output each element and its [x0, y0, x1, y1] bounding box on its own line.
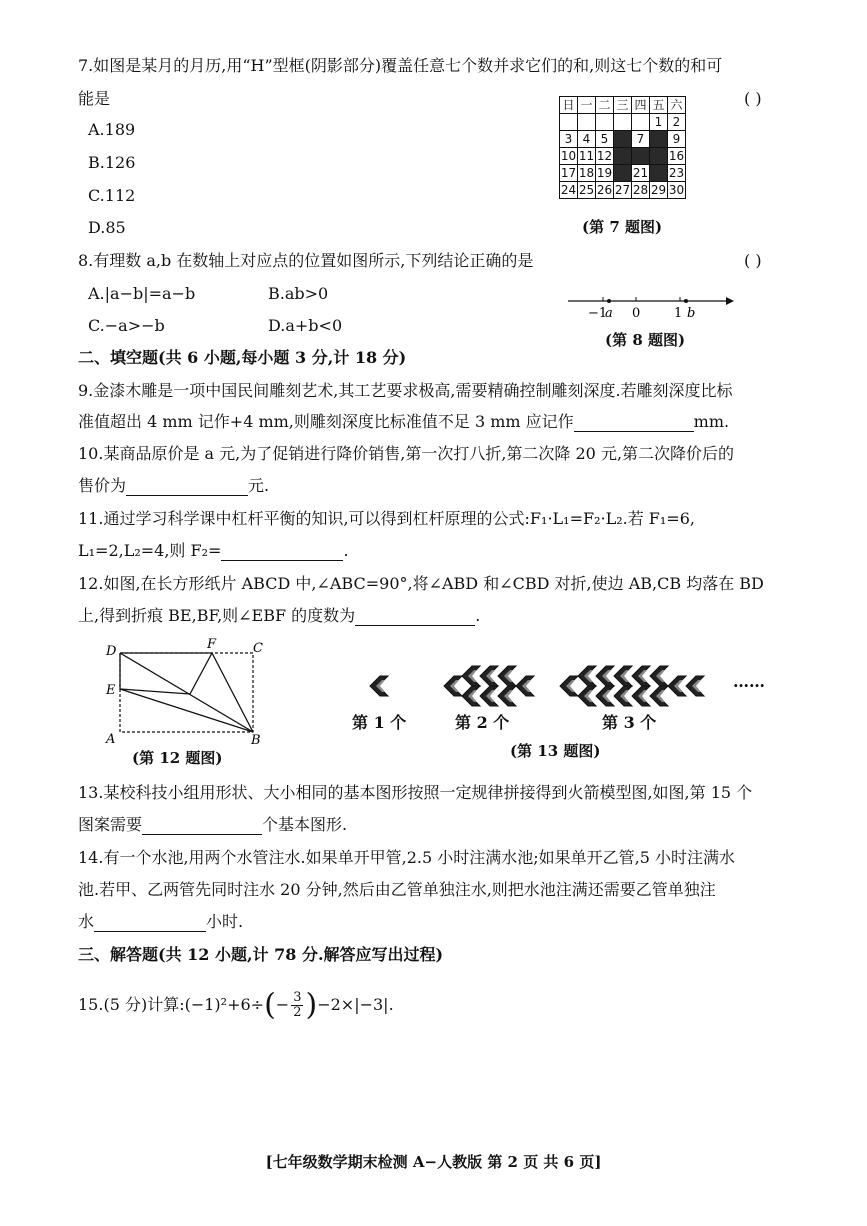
- q12-line2-text: 上,得到折痕 BE,BF,则∠EBF 的度数为: [78, 606, 356, 625]
- calendar-cell: 7: [632, 131, 650, 148]
- calendar-cell: 3: [560, 131, 578, 148]
- label-1: 1: [674, 306, 683, 320]
- q13-end: 个基本图形.: [262, 815, 348, 834]
- q12-line2: [78, 606, 480, 626]
- calendar-cell: 21: [632, 166, 649, 180]
- q15-expression: [78, 988, 394, 1022]
- calendar-week-row: [560, 131, 686, 148]
- calendar-week-row: [560, 165, 686, 182]
- q15-numerator: 3: [293, 990, 302, 1005]
- q7-option-b: B.126: [88, 153, 136, 172]
- q7-answer-paren: ( ): [744, 89, 762, 108]
- q8-option-c: C.−a>−b: [88, 316, 165, 335]
- q8-option-d: D.a+b<0: [268, 316, 343, 335]
- q8-option-a: A.|a−b|=a−b: [88, 284, 196, 303]
- q12-figure-caption: (第 12 题图): [132, 749, 223, 767]
- fold-be: [120, 689, 253, 732]
- calendar-cell: 4: [578, 131, 596, 148]
- q12-line1: 12.如图,在长方形纸片 ABCD 中,∠ABC=90°,将∠ABD 和∠CBD 对折,使边 AB,CB 均落在 BD: [78, 574, 764, 593]
- calendar-shaded-cell: [650, 165, 668, 182]
- q7-stem-line1: 7.如图是某月的月历,用“H”型框(阴影部分)覆盖任意七个数并求它们的和,则这七个数的和可: [78, 56, 723, 75]
- calendar-cell: 9: [668, 131, 686, 148]
- calendar-cell: [560, 114, 578, 131]
- q13-ellipsis: ……: [733, 672, 765, 691]
- point-label-c: C: [253, 641, 263, 656]
- q11-line1: 11.通过学习科学课中杠杆平衡的知识,可以得到杠杆原理的公式:F₁·L₁=F₂·L₂.若 F₁=6,: [78, 509, 695, 528]
- calendar-cell: 19: [596, 166, 613, 180]
- number-line-arrow: [726, 297, 734, 305]
- q7-figure-caption: (第 7 题图): [582, 218, 663, 236]
- q7-option-a: A.189: [88, 120, 136, 139]
- q13-line2: [78, 815, 347, 835]
- calendar-header: 日: [560, 97, 578, 114]
- calendar-week-row: [560, 114, 686, 131]
- calendar-cell: 16: [668, 149, 685, 163]
- q13-line2-text: 图案需要: [78, 815, 143, 834]
- q12-answer-blank[interactable]: [355, 609, 475, 626]
- q13-label-1: 第 1 个: [352, 713, 407, 732]
- rocket-pattern-1: [370, 676, 388, 696]
- point-a: [607, 299, 611, 303]
- q15-fraction: [291, 991, 303, 1020]
- q8-stem: 8.有理数 a,b 在数轴上对应点的位置如图所示,下列结论正确的是: [78, 251, 534, 270]
- calendar-header-row: [560, 97, 686, 114]
- folded-edge-e: [120, 689, 190, 694]
- calendar-shaded-cell: [614, 165, 632, 182]
- calendar-cell: 11: [578, 149, 595, 163]
- q15-denominator: 2: [293, 1005, 302, 1020]
- section3-heading: 三、解答题(共 12 小题,计 78 分.解答应写出过程): [78, 945, 444, 964]
- label-neg1: −1: [588, 306, 608, 320]
- point-label-a: A: [106, 732, 116, 747]
- calendar-cell: 29: [650, 183, 667, 197]
- calendar-cell: 30: [668, 183, 685, 197]
- calendar-header: 二: [596, 97, 614, 114]
- q11-answer-blank[interactable]: [221, 544, 343, 561]
- q9-answer-blank[interactable]: [574, 415, 694, 432]
- calendar-cell: 18: [578, 166, 595, 180]
- calendar-header: 三: [614, 97, 632, 114]
- q14-line2: 池.若甲、乙两管先同时注水 20 分钟,然后由乙管单独注水,则把水池注满还需要乙管单独注: [78, 880, 716, 899]
- q15-open-paren: (: [264, 987, 276, 1023]
- q14-line3: [78, 912, 243, 932]
- calendar-week-row: [560, 148, 686, 165]
- number-line-figure: [560, 290, 740, 320]
- q7-option-d: D.85: [88, 218, 126, 237]
- calendar-cell: 28: [632, 183, 649, 197]
- q7-stem-line2: 能是: [78, 89, 111, 108]
- q14-end: 小时.: [206, 912, 244, 931]
- q10-answer-blank[interactable]: [126, 479, 248, 496]
- calendar-cell: [614, 114, 632, 131]
- point-b: [684, 299, 688, 303]
- calendar-shaded-cell: [614, 131, 632, 148]
- calendar-cell: [578, 114, 596, 131]
- q10-line1: 10.某商品原价是 a 元,为了促销进行降价销售,第一次打八折,第二次降 20 元,第二次降价后的: [78, 444, 735, 463]
- q15-suffix: −2×|−3|.: [317, 995, 394, 1014]
- q10-line2-text: 售价为: [78, 476, 127, 495]
- calendar-figure: [559, 96, 686, 199]
- q7-option-c: C.112: [88, 186, 136, 205]
- calendar-cell: 26: [596, 183, 613, 197]
- calendar-week-row: [560, 182, 686, 199]
- q13-label-3: 第 3 个: [602, 713, 657, 732]
- q15-prefix: 15.(5 分)计算:(−1)²+6÷: [78, 995, 265, 1014]
- calendar-shaded-cell: [632, 148, 650, 165]
- label-b: b: [687, 306, 696, 320]
- calendar-cell: 10: [560, 149, 577, 163]
- calendar-cell: 27: [614, 183, 631, 197]
- label-0: 0: [632, 306, 641, 320]
- calendar-shaded-cell: [650, 131, 668, 148]
- calendar-cell: [596, 114, 614, 131]
- q8-figure-caption: (第 8 题图): [605, 331, 686, 349]
- calendar-cell: 17: [560, 166, 577, 180]
- calendar-header: 六: [668, 97, 686, 114]
- q13-label-2: 第 2 个: [455, 713, 510, 732]
- q9-line2: [78, 412, 729, 432]
- q11-line2: [78, 541, 349, 561]
- q12-end: .: [475, 606, 481, 625]
- calendar-header: 四: [632, 97, 650, 114]
- point-label-d: D: [106, 644, 117, 659]
- point-label-b: B: [251, 733, 261, 748]
- calendar-cell: 23: [668, 166, 685, 180]
- calendar-cell: 25: [578, 183, 595, 197]
- point-label-e: E: [106, 683, 116, 698]
- q13-answer-blank[interactable]: [142, 818, 262, 835]
- point-label-f: F: [207, 637, 217, 652]
- calendar-cell: 5: [596, 131, 614, 148]
- label-a: a: [605, 306, 613, 320]
- folded-edge-f: [190, 653, 212, 694]
- q11-line2-text: L₁=2,L₂=4,则 F₂=: [78, 541, 222, 560]
- q12-rectangle-figure: [100, 636, 272, 748]
- rocket-pattern-3: [560, 666, 704, 706]
- calendar-cell: [632, 114, 650, 131]
- q13-rocket-figure: [350, 662, 710, 710]
- calendar-header: 五: [650, 97, 668, 114]
- calendar-cell: 12: [596, 149, 613, 163]
- q15-close-paren: ): [305, 987, 318, 1023]
- q11-end: .: [343, 541, 349, 560]
- q9-line1: 9.金漆木雕是一项中国民间雕刻艺术,其工艺要求极高,需要精确控制雕刻深度.若雕刻深度比标: [78, 381, 733, 400]
- rocket-pattern-2: [444, 666, 534, 706]
- q14-line1: 14.有一个水池,用两个水管注水.如果单开甲管,2.5 小时注满水池;如果单开乙管,5 小时注满水: [78, 848, 735, 867]
- calendar-header: 一: [578, 97, 596, 114]
- q9-unit: mm.: [693, 412, 730, 431]
- q15-neg-sign: −: [275, 995, 290, 1014]
- calendar-cell: 24: [560, 183, 577, 197]
- q13-figure-caption: (第 13 题图): [510, 742, 601, 760]
- calendar-cell: 2: [668, 114, 686, 131]
- page-footer: [七年级数学期末检测 A−人教版 第 2 页 共 6 页]: [265, 1153, 602, 1171]
- section2-heading: 二、填空题(共 6 小题,每小题 3 分,计 18 分): [78, 348, 407, 367]
- q9-line2-text: 准值超出 4 mm 记作+4 mm,则雕刻深度比标准值不足 3 mm 应记作: [78, 412, 574, 431]
- q10-unit: 元.: [248, 476, 270, 495]
- q14-answer-blank[interactable]: [94, 915, 206, 932]
- q13-line1: 13.某校科技小组用形状、大小相同的基本图形按照一定规律拼接得到火箭模型图,如图,第 15 个: [78, 783, 753, 802]
- q14-line3-text: 水: [78, 912, 95, 931]
- calendar-shaded-cell: [650, 148, 668, 165]
- q10-line2: [78, 476, 269, 496]
- q8-answer-paren: ( ): [744, 251, 762, 270]
- calendar-cell: 1: [650, 114, 668, 131]
- calendar-shaded-cell: [614, 148, 632, 165]
- q8-option-b: B.ab>0: [268, 284, 329, 303]
